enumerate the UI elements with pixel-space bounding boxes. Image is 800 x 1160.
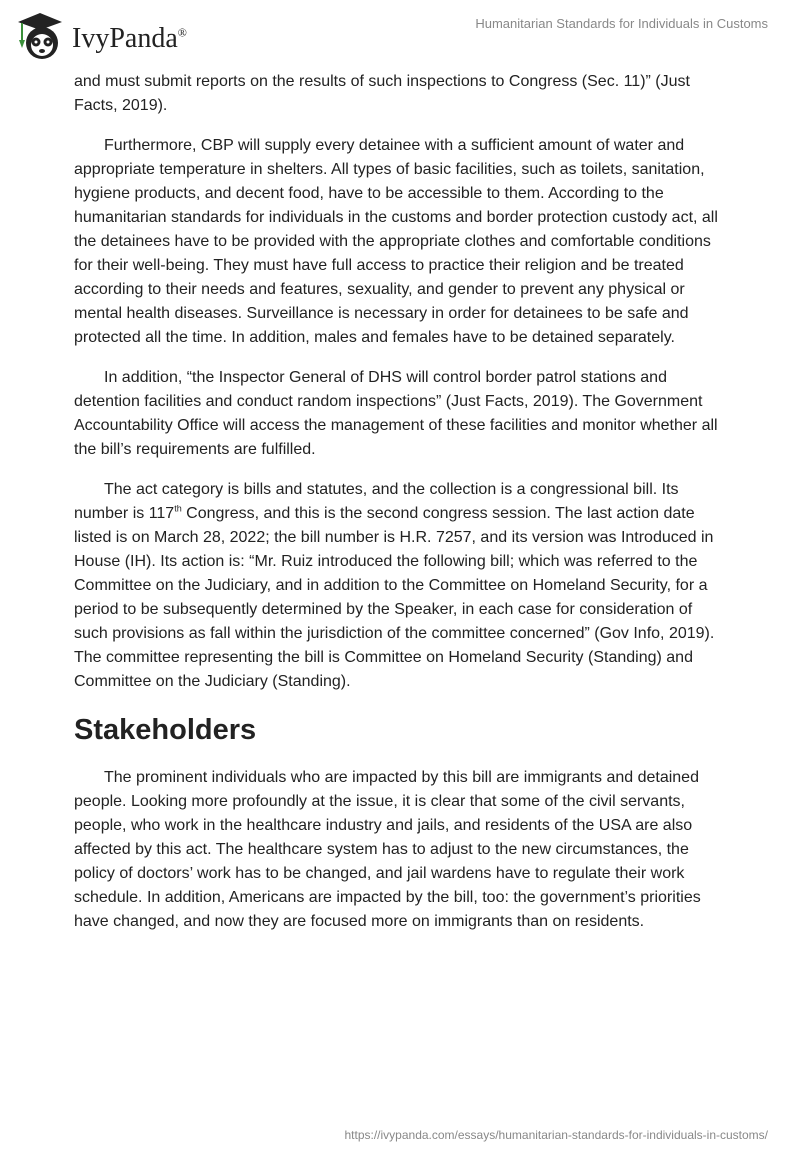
superscript: th <box>174 503 182 514</box>
paragraph <box>74 478 728 694</box>
paragraph: In addition, “the Inspector General of DHS will control border patrol stations and detention facilities and conduct random inspections” (Just Facts, 2019). The Government Accountability Office will access the management of these facilities and monitor whether all the bill’s requirements are fulfilled. <box>74 369 718 458</box>
paragraph: The prominent individuals who are impacted by this bill are immigrants and detained people. Looking more profoundly at the issue, it is clear that some of the civil servants, people, who work in the healthcare industry and jails, and residents of the USA are also affected by this act. The healthcare system has to adjust to the new circumstances, the policy of doctors’ work has to be changed, and jail wardens have to regulate their work schedule. In addition, Americans are impacted by the bill, too: the government’s priorities have changed, and now they are focused more on immigrants than on residents. <box>74 769 701 930</box>
text: Congress, and this is the second congress session. The last action date listed is on March 28, 2022; the bill number is H.R. 7257, and its version was Introduced in House (IH). Its action is: “Mr. Ruiz introduced the following bill; which was referred to the Committee on the Judiciary, and in addition to the Committee on Homeland Security, for a period to be subsequently determined by the Speaker, in each case for consideration of such provisions as fall within the jurisdiction of the committee concerned” (Gov Info, 2019). The committee representing the bill is Committee on Homeland Security (Standing) and Committee on the Judiciary (Standing). <box>74 505 715 690</box>
text: The act category is bills and statutes, and the collection is a congressional bill. Its number is 117 <box>74 481 679 522</box>
paragraph: and must submit reports on the results of such inspections to Congress (Sec. 11)” (Just Facts, 2019). <box>74 73 690 114</box>
paragraph: Furthermore, CBP will supply every detainee with a sufficient amount of water and appropriate temperature in shelters. All types of basic facilities, such as toilets, sanitation, hygiene products, and decent food, have to be accessible to them. According to the humanitarian standards for individuals in the customs and border protection custody act, all the detainees have to be provided with the appropriate clothes and comfortable conditions for their well-being. They must have full access to practice their religion and be treated according to their needs and features, sexuality, and gender to prevent any physical or mental health diseases. Surveillance is necessary in order for detainees to be safe and protected all the time. In addition, males and females have to be detained separately. <box>74 137 718 346</box>
document-title: Humanitarian Standards for Individuals in Customs <box>475 16 768 31</box>
source-url[interactable]: https://ivypanda.com/essays/humanitarian-standards-for-individuals-in-customs/ <box>344 1128 768 1142</box>
section-heading: Stakeholders <box>74 714 257 746</box>
essay-content <box>74 70 728 950</box>
panda-graduate-icon <box>14 10 66 62</box>
logo-text: IvyPanda® <box>72 23 187 54</box>
page-header <box>0 0 800 70</box>
ivypanda-logo[interactable] <box>14 10 187 62</box>
